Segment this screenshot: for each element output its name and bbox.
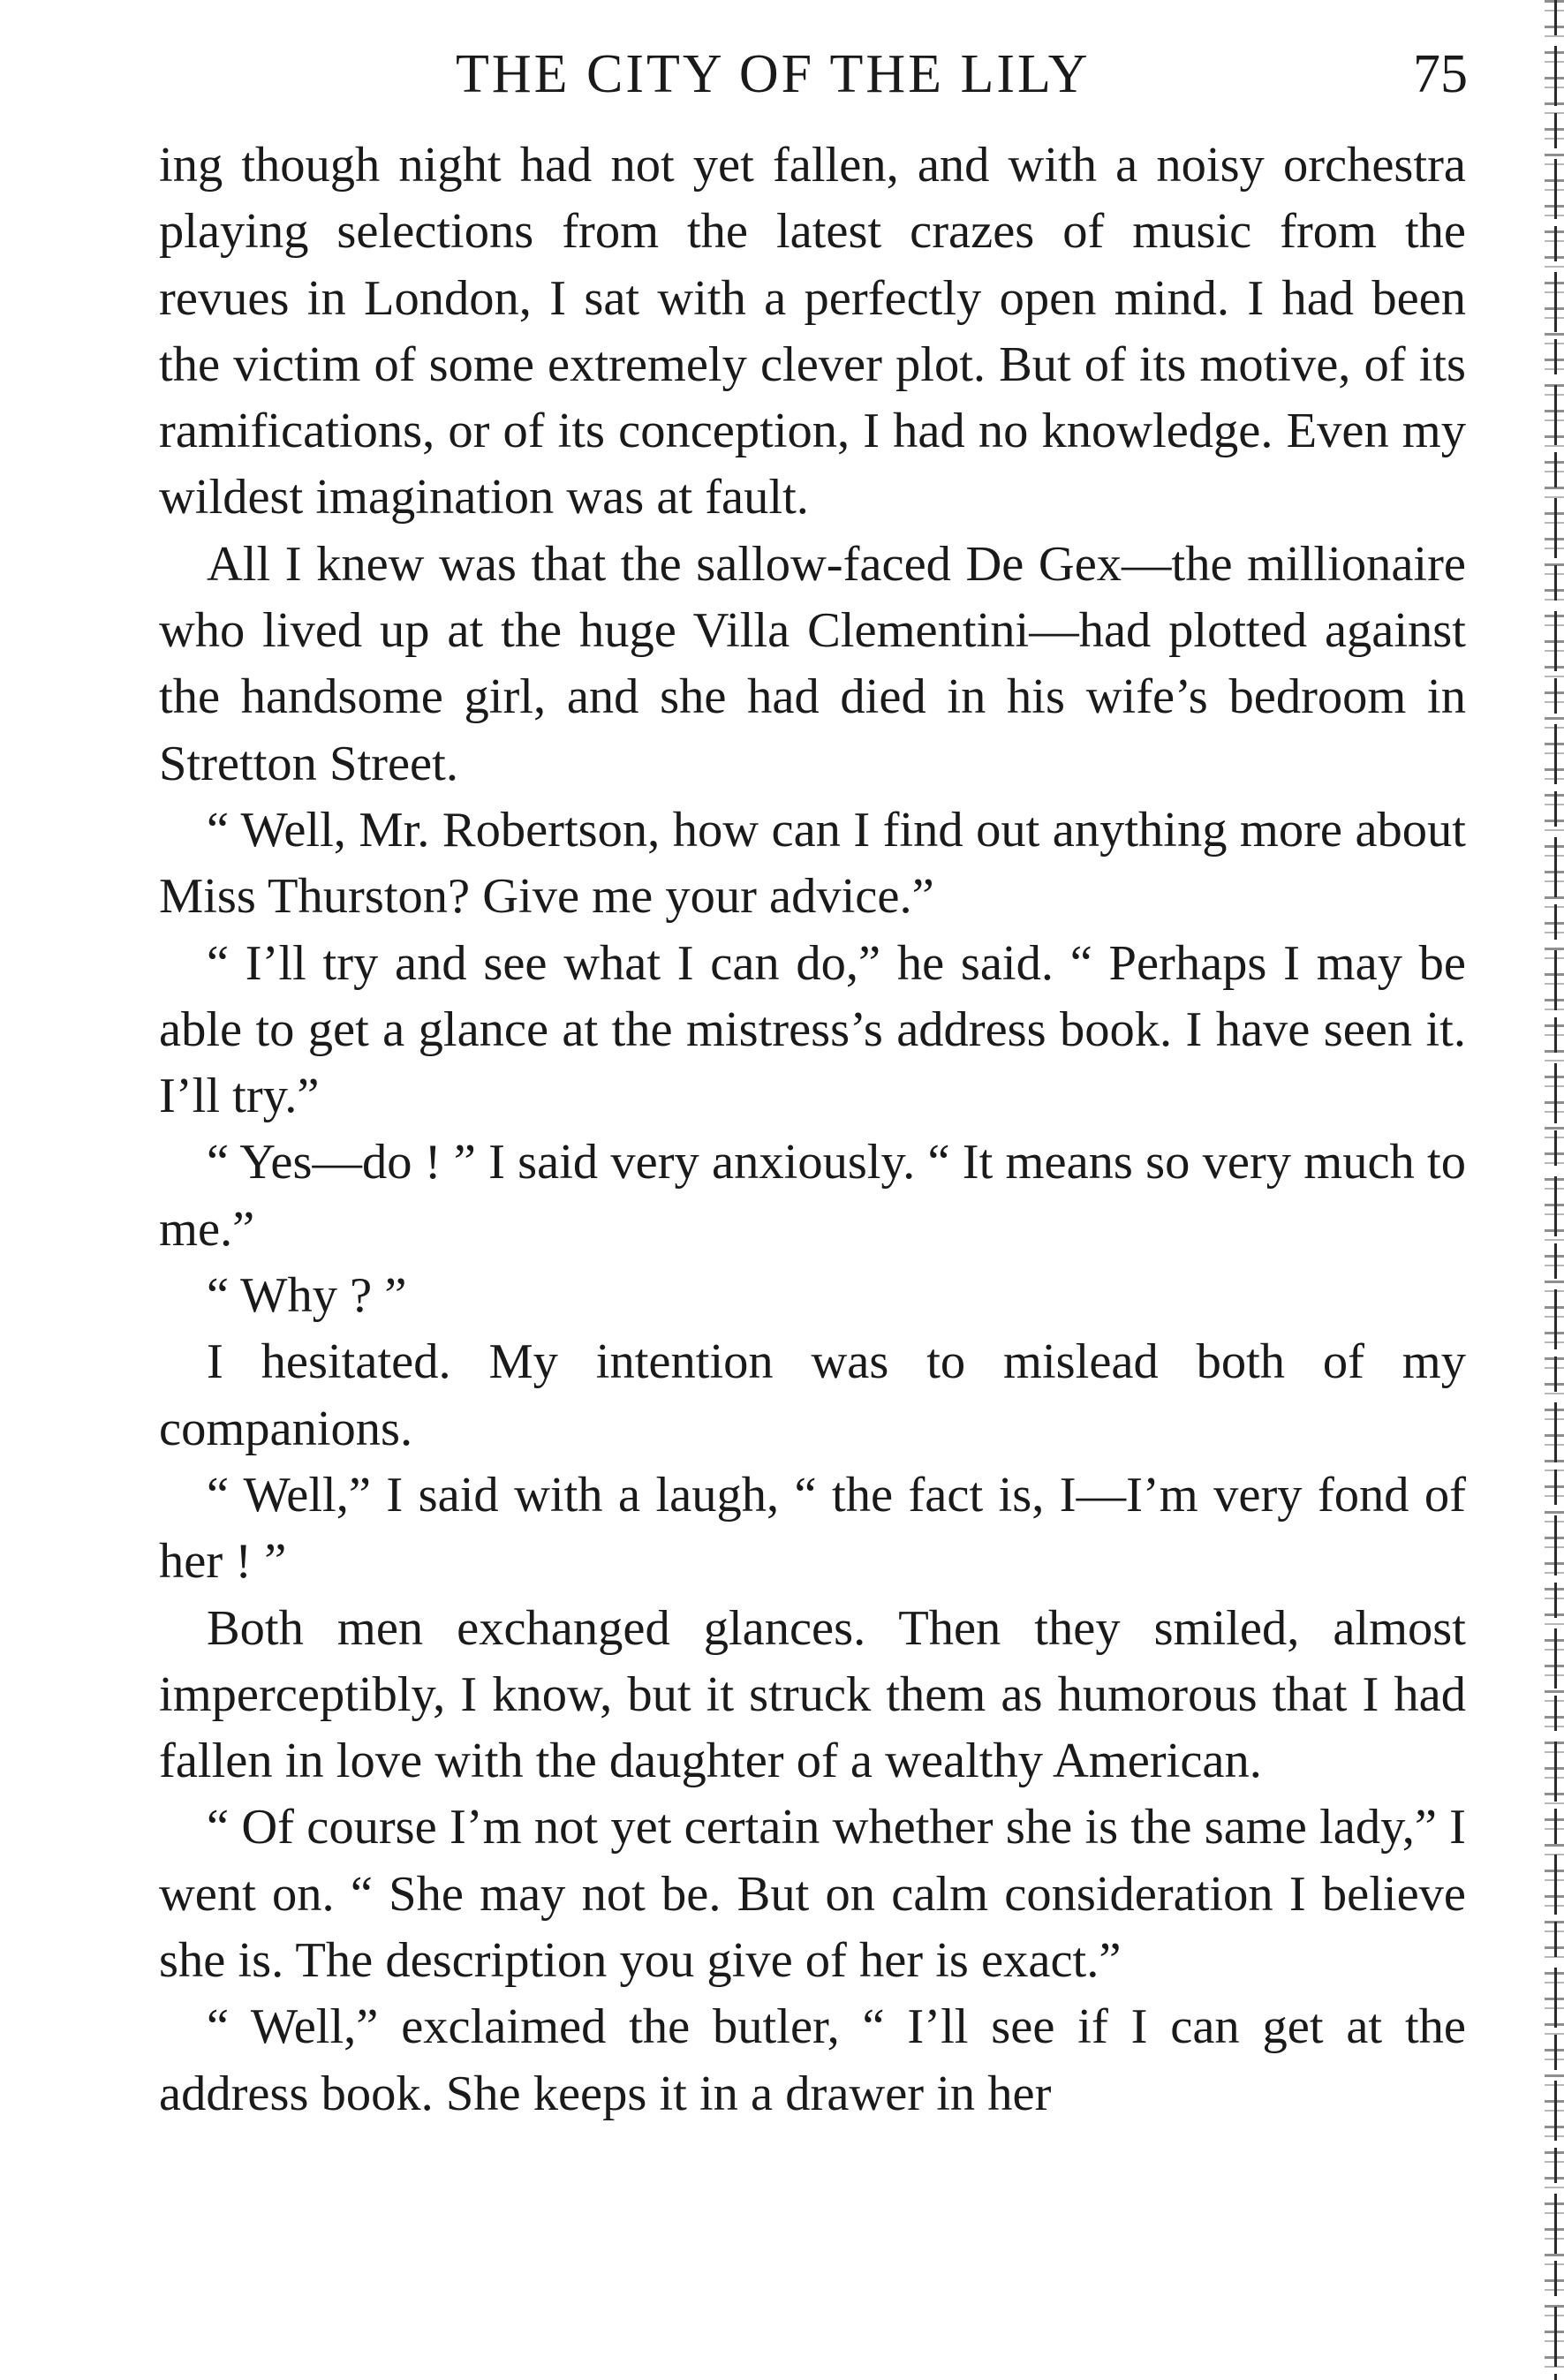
paragraph: “ Why ? ” [207, 1268, 407, 1324]
paragraph: “ Of course I’m not yet certain whether she is the same lady,” I went on. “ She may not be. But on calm consideration I believe she is. The description you give of her is exact.” [159, 1800, 1466, 1989]
paragraph: All I knew was that the sallow-faced De Gex—the millionaire who lived up at the huge Villa Clementini—had plotted against the handsome girl, and she had died in his wife’s bedroom in Stretton Street. [159, 536, 1466, 791]
page-header [0, 39, 1564, 110]
paragraph: Both men exchanged glances. Then they smiled, almost imperceptibly, I know, but it struck them as humorous that I had fallen in love with the daughter of a wealthy American. [159, 1600, 1466, 1789]
paragraph: “ Yes—do ! ” I said very anxiously. “ It means so very much to me.” [159, 1135, 1466, 1257]
page-number: 75 [1413, 44, 1468, 104]
paragraph: “ Well, Mr. Robertson, how can I find out anything more about Miss Thurston? Give me your advice.” [159, 802, 1466, 925]
body-text [159, 132, 1466, 2127]
paragraph: I hesitated. My intention was to mislead both of my companions. [159, 1334, 1466, 1456]
scanned-page-edge-line [1554, 0, 1557, 2380]
paragraph: “ Well,” exclaimed the butler, “ I’ll see if I can get at the address book. She keeps it in a drawer in her [159, 1999, 1466, 2121]
paragraph: “ Well,” I said with a laugh, “ the fact is, I—I’m very fond of her ! ” [159, 1467, 1466, 1590]
running-head: THE CITY OF THE LILY [456, 44, 1091, 104]
paragraph: “ I’ll try and see what I can do,” he said. “ Perhaps I may be able to get a glance at the mistress’s address book. I have seen it. I’ll try.” [159, 935, 1466, 1124]
paragraph: ing though night had not yet fallen, and with a noisy orchestra playing selections from the latest crazes of music from the revues in London, I sat with a perfectly open mind. I had been the victim of some extremely clever plot. But of its motive, of its ramifications, or of its conception, I had no knowledge. Even my wildest imagination was at fault. [159, 138, 1466, 525]
